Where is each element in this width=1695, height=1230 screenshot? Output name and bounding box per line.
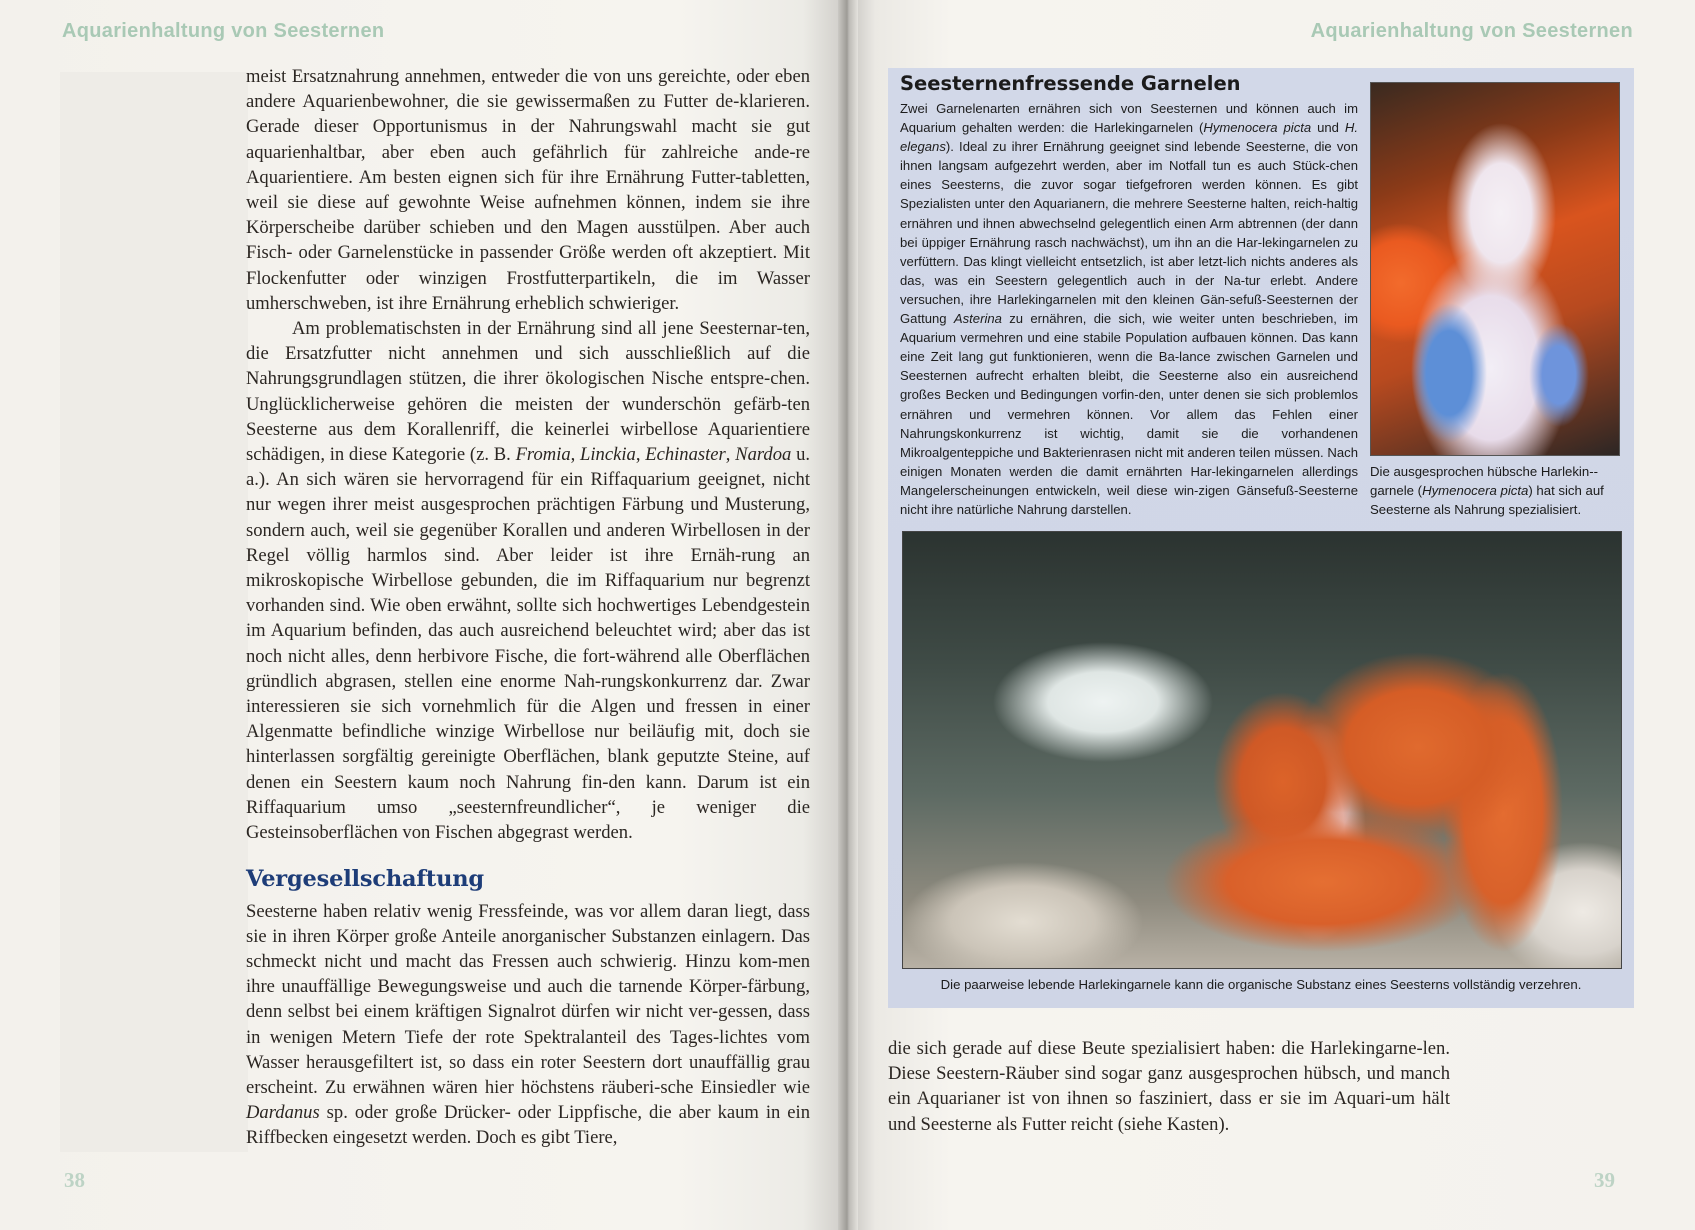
shrimp-eating-starfish-photo [902, 531, 1622, 969]
left-margin-strip [60, 72, 248, 1152]
page-number-right: 39 [1594, 1168, 1615, 1192]
right-text-column [888, 1036, 1450, 1137]
book-gutter [838, 0, 858, 1230]
genus-echinaster: Echinaster [645, 444, 726, 466]
info-box-title: Seesternenfressende Garnelen [900, 72, 1241, 95]
harlequin-shrimp-photo [1370, 82, 1620, 456]
genus-linckia: Linckia [580, 444, 636, 466]
genus-asterina: Asterina [953, 311, 1002, 327]
paragraph-3 [246, 899, 810, 1151]
page-number-left: 38 [64, 1168, 85, 1192]
running-head-left: Aquarienhaltung von Seesternen [62, 20, 385, 42]
box-text-b: und [1311, 120, 1345, 136]
running-head-right: Aquarienhaltung von Seesternen [1310, 20, 1633, 42]
paragraph-2-end: u. a.). An sich wären sie hervorragend für ein Riffaquarium geeignet, nicht nur wegen ihrer meist ausgesprochen prächtigen Färbung und Musterung, sondern auch, weil sie gegenüber Korallen und anderen Wirbellosen in der Regel völlig harmlos sind. Aber leider ist ihre Ernäh-rung an mikroskopische Wirbellose gebunden, die im Riffaquarium nur begrenzt vorhanden sind. Wie oben erwähnt, sollte sich hochwertiges Lebendgestein im Aquarium befinden, das auch ausreichend beleuchtet wird; aber das ist noch nicht alles, denn herbivore Fische, die fort-während alle Oberflächen gründlich abgrasen, stellen eine enorme Nah-rungskonkurrenz dar. Zwar interessieren sie sich vornehmlich für die Algen und fressen in einer Algenmatte befindliche winzige Wirbellose nur beiläufig mit, doch sie hinterlassen sorgfältig gereinigte Oberflächen, blank geputzte Steine, auf denen ein Seestern kaum noch Nahrung fin-den kann. Darum ist ein Riffaquarium umso „seesternfreundlicher“, je weniger die Gesteinsoberflächen von Fischen abgegrast werden. [246, 444, 811, 844]
caption-small-b: ) hat sich auf Seesterne als Nahrung spezialisiert. [1370, 482, 1604, 517]
left-text-column [246, 64, 810, 1151]
caption-small-species: Hymenocera picta [1422, 482, 1529, 498]
large-photo-caption: Die paarweise lebende Harlekingarnele kann die organische Substanz eines Seesterns vollständig verzehren. [940, 977, 1582, 992]
genus-fromia: Fromia [515, 444, 571, 466]
right-page [850, 0, 1695, 1230]
left-page [0, 0, 845, 1230]
genus-nardoa: Nardoa [735, 444, 792, 466]
box-text-a: Zwei Garnelenarten ernähren sich von Seesternen und können auch im Aquarium gehalten werden: die Harlekingarnelen ( [900, 101, 1358, 136]
species-hymenocera-picta: Hymenocera picta [1203, 120, 1312, 136]
paragraph-1: meist Ersatznahrung annehmen, entweder die von uns gereichte, oder eben andere Aquarienbewohner, die sie gewissermaßen zu Futter de-klarieren. Gerade dieser Opportunismus in der Nahrungswahl macht sie gut aquarienhaltbar, aber eben auch gefährlich für zahlreiche ande-re Aquarientiere. Am besten eignen sich für ihre Ernährung Futter-tabletten, weil sie diese auf gewohnte Weise aufnehmen können, indem sie ihre Körperscheibe darüber schieben und den Magen ausstülpen. Aber auch Fisch- oder Garnelenstücke in passender Größe werden oft akzeptiert. Mit Flockenfutter oder winzigen Frostfutterpartikeln, die im Wasser umherschweben, ist ihre Ernährung erheblich schwieriger. [246, 66, 810, 314]
box-text-c: ). Ideal zu ihrer Ernährung geeignet sind lebende Seesterne, die von ihnen langsam aufgezehrt werden, aber im Notfall tun es auch Stück-chen eines Seesterns, die zuvor sogar tiefgefroren werden können. Es gibt Spezialisten unter den Aquarianern, die mehrere Seesterne halten, reich-haltig ernähren und ihnen abwechselnd gelegentlich einen Arm abtrennen (der dann bei üppiger Ernährung rasch nachwächst), um ihn an die Har-lekingarnelen zu verfüttern. Das klingt vielleicht entsetzlich, ist aber letzt-lich nichts anderes als das, was ein Seestern gelegentlich auch in der Na-tur erlebt. Andere versuchen, ihre Harlekingarnelen mit den kleinen Gän-sefuß-Seesternen der Gattung [900, 139, 1358, 327]
species-h-elegans: H. elegans [900, 120, 1358, 155]
genus-dardanus: Dardanus [246, 1102, 320, 1124]
paragraph-2-start: Am problematischsten in der Ernährung sind all jene Seesternar-ten, die Ersatzfutter nicht annehmen und sich ausschließlich auf die Nahrungsgrundlagen stützen, die ihrer ökologischen Nische entspre-chen. Unglücklicherweise gehören die meisten der wunderschön gefärb-ten Seesterne aus dem Korallenriff, die keinerlei wirbellose Aquarientiere schädigen, in diese Kategorie (z. B. [246, 318, 810, 466]
info-box [888, 68, 1634, 1008]
box-text-d: zu ernähren, die sich, wie weiter unten beschrieben, im Aquarium vermehren und eine stabile Population aufbauen können. Das kann eine Zeit lang gut funktionieren, wenn die Ba-lance zwischen Garnelen und Seesternen aufrecht erhalten bleibt, die Seesterne also ein ausreichend großes Becken und Bedingungen vorfin-den, unter denen sie sich problemlos ernähren und vermehren können. Vor allem das Fehlen einer Nahrungskonkurrenz ist wichtig, damit sie die vorhandenen Mikroalgenteppiche und Bakterienrasen nicht mit anderen teilen müssen. Nach einigen Monaten werden die damit ernährten Har-lekingarnelen allerdings Mangelerscheinungen entwickeln, weil diese win-zigen Gänsefuß-Seesterne nicht ihre natürliche Nahrung darstellen. [900, 311, 1358, 517]
info-box-text [900, 99, 1358, 519]
small-photo-caption [1370, 463, 1622, 519]
section-heading: Vergesellschaftung [246, 866, 484, 893]
paragraph-3-end: sp. oder große Drücker- oder Lippfische, die aber kaum in ein Riffbecken eingesetzt werden. Doch es gibt Tiere, [246, 1102, 810, 1149]
caption-small-a: Die ausgesprochen hübsche Harlekin-garnele ( [1370, 464, 1598, 498]
paragraph-continued: die sich gerade auf diese Beute spezialisiert haben: die Harlekingarne-len. Diese Seestern-Räuber sind sogar ganz ausgesprochen hübsch, und manch ein Aquarianer ist von ihnen so fasziniert, dass er sie im Aquari-um hält und Seesterne als Futter reicht (siehe Kasten). [888, 1038, 1450, 1135]
paragraph-3-start: Seesterne haben relativ wenig Fressfeinde, was vor allem daran liegt, dass sie in ihren Körper große Anteile anorganischer Substanzen einlagern. Das schmeckt nicht und macht das Fressen auch schwierig. Hinzu kom-men ihre unauffällige Bewegungsweise und auch die tarnende Körper-färbung, denn selbst bei einem kräftigen Signalrot dürfen wir nicht ver-gessen, dass in wenigen Metern Tiefe der rote Spektralanteil des Tages-lichtes vom Wasser herausgefiltert ist, so dass ein roter Seestern dort unauffällig grau erscheint. Zu erwähnen wären hier höchstens räuberi-sche Einsiedler wie [246, 900, 810, 1098]
paragraph-2: Am problematischsten in der Ernährung sind all jene Seesternar-ten, die Ersatzfutter nicht annehmen und sich ausschließlich auf die Nahrungsgrundlagen stützen, die ihrer ökologischen Nische entspre-chen. Unglücklicherweise gehören die meisten der wunderschön gefärb-ten Seesterne aus dem Korallenriff, die keinerlei wirbellose Aquarientiere schädigen, in diese Kategorie (z. B. Fromia, Linckia, Echinaster, Nardoa u. a.). An sich wären sie hervorragend für ein Riffaquarium geeignet, nicht nur wegen ihrer meist ausgesprochen prächtigen Färbung und Musterung, sondern auch, weil sie gegenüber Korallen und anderen Wirbellosen in der Regel völlig harmlos sind. Aber leider ist ihre Ernäh-rung an mikroskopische Wirbellose gebunden, die im Riffaquarium nur begrenzt vorhanden sind. Wie oben erwähnt, sollte sich hochwertiges Lebendgestein im Aquarium befinden, das auch ausreichend beleuchtet wird; aber das ist noch nicht alles, denn herbivore Fische, die fort-während alle Oberflächen gründlich abgrasen, stellen eine enorme Nah-rungskonkurrenz dar. Zwar interessieren sie sich vornehmlich für die Algen und fressen in einer Algenmatte befindliche winzige Wirbellose nur beiläufig mit, doch sie hinterlassen sorgfältig gereinigte Oberflächen, blank geputzte Steine, auf denen ein Seestern kaum noch Nahrung fin-den kann. Darum ist ein Riffaquarium umso „seesternfreundlicher“, je weniger die Gesteinsoberflächen von Fischen abgegrast werden. [246, 318, 811, 844]
